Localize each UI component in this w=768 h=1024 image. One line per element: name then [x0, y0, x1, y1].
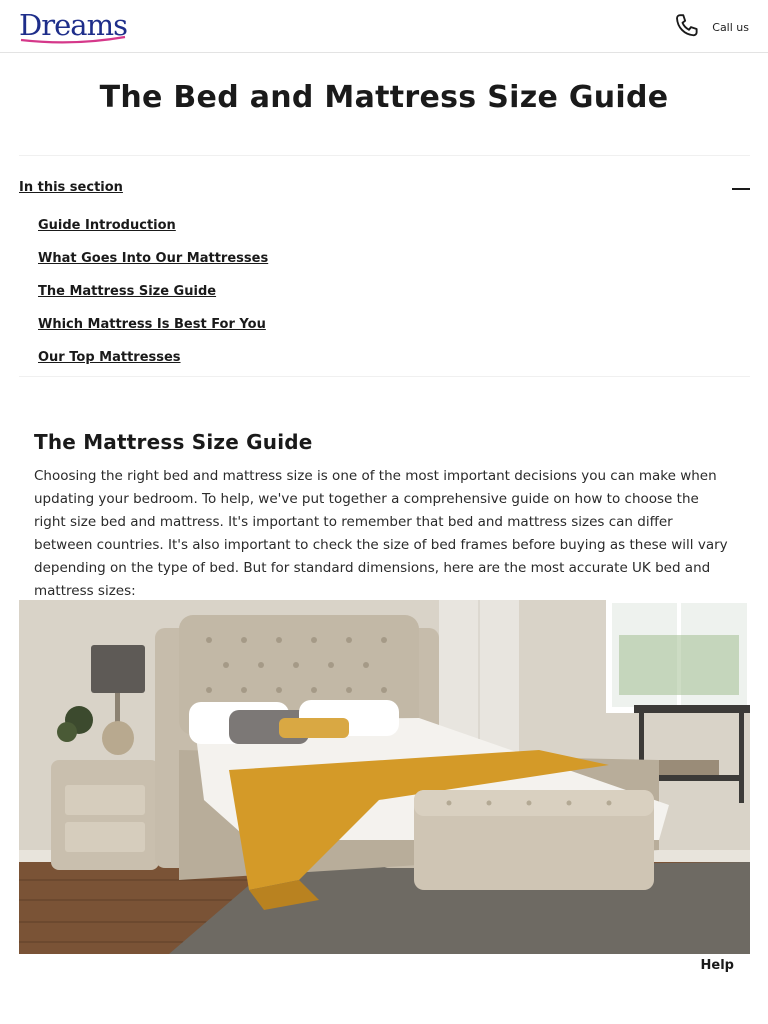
- phone-icon: [672, 12, 702, 42]
- toc-list: [38, 214, 268, 379]
- section-body: Choosing the right bed and mattress size is one of the most important decisions you can make when updating your bedroom. To help, we've put together a comprehensive guide on how to choose the right size bed and mattress. It's important to remember that bed and mattress sizes can differ between countries. It's also important to check the size of bed frames before buying as these will vary depending on the type of bed. But for standard dimensions, here are the most accurate UK bed and mattress sizes:: [34, 468, 728, 599]
- dreams-logo[interactable]: [19, 10, 127, 44]
- bedroom-illustration: [19, 600, 750, 954]
- toc-link-top-mattresses[interactable]: Our Top Mattresses: [38, 350, 181, 365]
- call-us-link[interactable]: [672, 12, 749, 42]
- help-button[interactable]: Help: [700, 958, 734, 973]
- toc-item: [38, 313, 268, 346]
- toc-item: [38, 214, 268, 247]
- toc-link-guide-introduction[interactable]: Guide Introduction: [38, 218, 176, 233]
- toc-item: [38, 247, 268, 280]
- toc-link-which-mattress[interactable]: Which Mattress Is Best For You: [38, 317, 266, 332]
- toc-heading[interactable]: In this section: [19, 180, 123, 195]
- call-us-label: Call us: [712, 20, 749, 34]
- bedroom-hero-image: [19, 600, 750, 954]
- logo-wordmark: Dreams: [19, 8, 127, 42]
- site-header: [0, 0, 768, 53]
- toc-item: [38, 346, 268, 379]
- collapse-minus-icon[interactable]: [732, 188, 750, 190]
- toc-item: [38, 280, 268, 313]
- logo-swoosh-icon: [19, 34, 127, 44]
- toc-link-mattress-size-guide[interactable]: The Mattress Size Guide: [38, 284, 217, 299]
- section-title: The Mattress Size Guide: [34, 430, 313, 454]
- page-title: The Bed and Mattress Size Guide: [99, 80, 669, 115]
- in-this-section-panel: [19, 155, 750, 377]
- toc-link-what-goes-into-our-mattresses[interactable]: What Goes Into Our Mattresses: [38, 251, 269, 266]
